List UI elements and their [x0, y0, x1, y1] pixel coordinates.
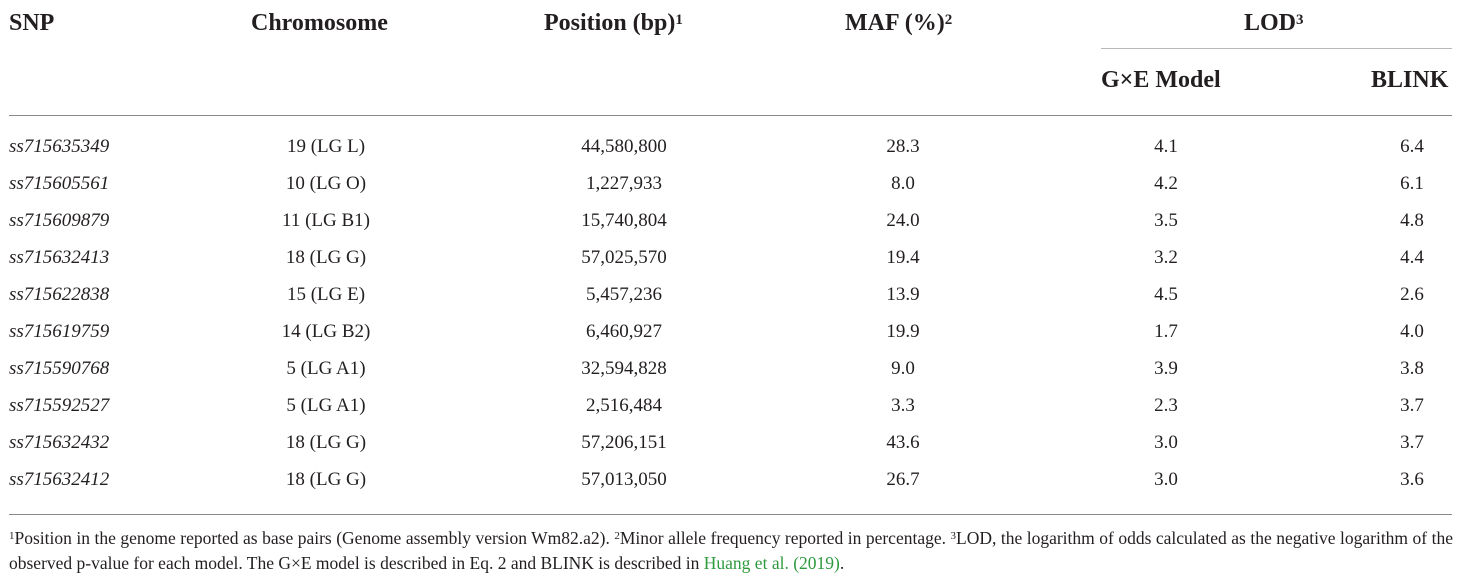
cell-snp	[9, 350, 109, 387]
cell-snp-value: ss715632412	[9, 469, 110, 490]
cell-position-value: 6,460,927	[586, 321, 662, 342]
table-row	[0, 313, 1460, 350]
cell-chromosome-value: 18 (LG G)	[285, 247, 367, 268]
cell-gxe-value: 4.2	[1154, 173, 1178, 194]
header-snp	[9, 9, 54, 37]
footnote-marker-2: 2	[614, 530, 620, 542]
cell-maf-value: 19.9	[886, 321, 920, 342]
cell-snp-value: ss715635349	[9, 136, 110, 157]
cell-maf-value: 19.4	[886, 247, 920, 268]
cell-gxe-value: 3.5	[1154, 210, 1178, 231]
cell-maf-value: 9.0	[891, 358, 915, 379]
table-row	[0, 165, 1460, 202]
cell-maf-value: 43.6	[886, 432, 920, 453]
header-blink-label: BLINK	[1371, 67, 1449, 93]
header-snp-label: SNP	[9, 10, 55, 36]
cell-blink-value: 3.7	[1400, 395, 1424, 416]
cell-position-value: 57,025,570	[581, 247, 667, 268]
footnote-marker-1: 1	[9, 530, 15, 542]
header-position	[544, 9, 683, 37]
cell-position-value: 2,516,484	[586, 395, 662, 416]
cell-maf-value: 8.0	[891, 173, 915, 194]
cell-gxe-value: 4.5	[1154, 284, 1178, 305]
table-footnote	[9, 526, 1453, 576]
cell-blink-value: 6.4	[1400, 136, 1424, 157]
header-lod	[1244, 9, 1304, 37]
footnote-text-1: Position in the genome reported as base pairs (Genome assembly version Wm82.a2).	[14, 528, 615, 548]
cell-snp	[9, 202, 109, 239]
cell-chromosome-value: 18 (LG G)	[285, 432, 367, 453]
footnote-text-3: LOD, the logarithm of odds calculated as the negative logarithm of the observed p-value for each model. The G×E model is described in Eq. 2 and BLINK is described in	[9, 528, 1453, 573]
footnote-end: .	[839, 553, 845, 573]
cell-maf-value: 28.3	[886, 136, 920, 157]
cell-chromosome-value: 18 (LG G)	[285, 469, 367, 490]
cell-position-value: 44,580,800	[581, 136, 667, 157]
cell-chromosome-value: 10 (LG O)	[285, 173, 367, 194]
cell-blink-value: 4.0	[1400, 321, 1424, 342]
header-gxe-model-label: G×E Model	[1101, 67, 1221, 93]
cell-gxe-value: 3.0	[1154, 469, 1178, 490]
footnote-marker-3: 3	[950, 530, 956, 542]
cell-blink-value: 6.1	[1400, 173, 1424, 194]
cell-snp-value: ss715632413	[9, 247, 110, 268]
cell-snp	[9, 276, 109, 313]
cell-snp	[9, 424, 109, 461]
header-gxe-model	[1101, 66, 1221, 94]
cell-snp-value: ss715605561	[9, 173, 110, 194]
cell-snp	[9, 128, 109, 165]
header-chromosome	[251, 9, 388, 37]
footnote-text-2: Minor allele frequency reported in percentage.	[619, 528, 951, 548]
header-maf	[845, 9, 952, 37]
cell-position-value: 5,457,236	[586, 284, 662, 305]
cell-snp-value: ss715632432	[9, 432, 110, 453]
cell-gxe-value: 3.9	[1154, 358, 1178, 379]
table-bottom-rule	[9, 514, 1452, 515]
cell-snp-value: ss715609879	[9, 210, 110, 231]
cell-blink-value: 4.4	[1400, 247, 1424, 268]
cell-snp-value: ss715592527	[9, 395, 110, 416]
cell-snp	[9, 387, 109, 424]
cell-gxe-value: 1.7	[1154, 321, 1178, 342]
cell-snp-value: ss715619759	[9, 321, 110, 342]
cell-maf-value: 26.7	[886, 469, 920, 490]
cell-blink-value: 2.6	[1400, 284, 1424, 305]
cell-blink-value: 3.6	[1400, 469, 1424, 490]
table-row	[0, 276, 1460, 313]
cell-snp-value: ss715590768	[9, 358, 110, 379]
header-lod-label: LOD	[1244, 10, 1297, 36]
table-row	[0, 128, 1460, 165]
cell-snp	[9, 313, 109, 350]
cell-gxe-value: 3.2	[1154, 247, 1178, 268]
cell-position-value: 57,206,151	[581, 432, 667, 453]
cell-snp	[9, 239, 109, 276]
table-row	[0, 239, 1460, 276]
header-blink	[1371, 66, 1448, 94]
citation-link-huang-2019[interactable]: Huang et al. (2019)	[703, 553, 840, 573]
cell-gxe-value: 3.0	[1154, 432, 1178, 453]
cell-blink-value: 3.7	[1400, 432, 1424, 453]
cell-gxe-value: 2.3	[1154, 395, 1178, 416]
cell-maf-value: 24.0	[886, 210, 920, 231]
cell-gxe-value: 4.1	[1154, 136, 1178, 157]
cell-position-value: 57,013,050	[581, 469, 667, 490]
cell-maf-value: 13.9	[886, 284, 920, 305]
table-row	[0, 350, 1460, 387]
table-row	[0, 387, 1460, 424]
cell-chromosome-value: 14 (LG B2)	[281, 321, 371, 342]
cell-chromosome-value: 5 (LG A1)	[286, 395, 366, 416]
cell-chromosome-value: 15 (LG E)	[286, 284, 366, 305]
header-lod-footnote-marker: 3	[1296, 12, 1304, 28]
cell-chromosome-value: 11 (LG B1)	[282, 210, 370, 231]
cell-blink-value: 3.8	[1400, 358, 1424, 379]
lod-group-rule	[1101, 48, 1452, 49]
cell-chromosome-value: 19 (LG L)	[286, 136, 366, 157]
cell-position-value: 1,227,933	[586, 173, 662, 194]
header-maf-label: MAF (%)	[845, 10, 945, 36]
cell-snp-value: ss715622838	[9, 284, 110, 305]
cell-maf-value: 3.3	[891, 395, 915, 416]
header-position-label: Position (bp)	[544, 10, 676, 36]
cell-chromosome-value: 5 (LG A1)	[286, 358, 366, 379]
cell-snp	[9, 461, 109, 498]
cell-snp	[9, 165, 109, 202]
table-row	[0, 461, 1460, 498]
table-row	[0, 424, 1460, 461]
header-position-footnote-marker: 1	[675, 12, 683, 28]
cell-position-value: 15,740,804	[581, 210, 667, 231]
header-bottom-rule	[9, 115, 1452, 116]
cell-blink-value: 4.8	[1400, 210, 1424, 231]
cell-position-value: 32,594,828	[581, 358, 667, 379]
table-row	[0, 202, 1460, 239]
header-chromosome-label: Chromosome	[251, 10, 388, 36]
header-maf-footnote-marker: 2	[944, 12, 953, 28]
